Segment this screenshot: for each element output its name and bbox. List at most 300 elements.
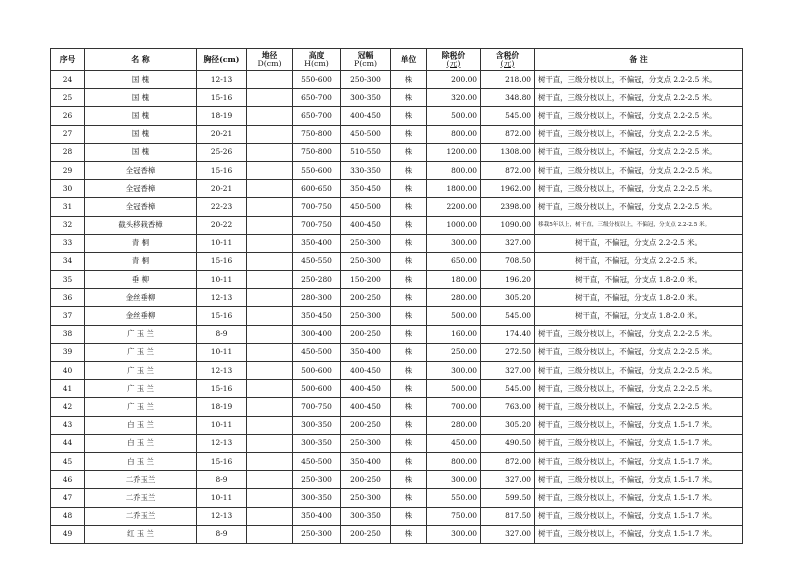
cell-price-ex: 200.00 [427,71,481,89]
cell-price-in: 174.40 [481,325,535,343]
cell-ground [247,289,293,307]
cell-unit: 株 [391,452,427,470]
cell-price-in: 490.50 [481,434,535,452]
cell-crown: 300-350 [341,89,391,107]
cell-note: 树干直，三级分枝以上，不偏冠，分支点 2.2-2.5 米。 [535,161,743,179]
cell-height: 700-750 [293,216,341,234]
cell-note: 树干直，三级分枝以上，不偏冠，分支点 1.5-1.7 米。 [535,452,743,470]
cell-crown: 350-400 [341,343,391,361]
cell-dbh: 8-9 [197,325,247,343]
cell-ground [247,307,293,325]
cell-ground [247,107,293,125]
cell-height: 650-700 [293,107,341,125]
cell-note: 树干直，三级分枝以上，不偏冠，分支点 2.2-2.5 米。 [535,143,743,161]
cell-crown: 350-400 [341,452,391,470]
cell-height: 300-350 [293,489,341,507]
table-row [51,180,743,198]
header-height [293,49,341,71]
cell-note: 树干直，三级分枝以上，不偏冠，分支点 2.2-2.5 米。 [535,343,743,361]
header-price-ex-bottom: (元) [446,58,461,68]
cell-seq: 41 [51,380,85,398]
cell-height: 500-600 [293,362,341,380]
header-dbh: 胸径(cm) [197,49,247,71]
cell-price-ex: 1000.00 [427,216,481,234]
cell-height: 300-400 [293,325,341,343]
cell-crown: 250-300 [341,71,391,89]
cell-dbh: 18-19 [197,398,247,416]
cell-note: 树干直，不偏冠，分支点 2.2-2.5 米。 [535,252,743,270]
header-price-in-top: 含税价 [495,50,520,60]
cell-note: 树干直，三级分枝以上，不偏冠，分支点 2.2-2.5 米。 [535,180,743,198]
table-row [51,143,743,161]
cell-price-ex: 300.00 [427,362,481,380]
header-crown-bottom: P(cm) [353,58,378,68]
cell-name: 全冠香樟 [85,180,197,198]
cell-ground [247,362,293,380]
cell-height: 550-600 [293,161,341,179]
cell-dbh: 12-13 [197,362,247,380]
cell-unit: 株 [391,434,427,452]
table-row [51,89,743,107]
cell-price-ex: 180.00 [427,271,481,289]
cell-price-ex: 300.00 [427,234,481,252]
cell-price-in: 348.80 [481,89,535,107]
cell-ground [247,180,293,198]
table-row [51,489,743,507]
cell-unit: 株 [391,198,427,216]
cell-crown: 400-450 [341,380,391,398]
cell-ground [247,71,293,89]
cell-crown: 300-350 [341,507,391,525]
cell-name: 国 槐 [85,71,197,89]
cell-note: 树干直，不偏冠，分支点 1.8-2.0 米。 [535,307,743,325]
cell-ground [247,161,293,179]
table-row [51,434,743,452]
cell-height: 750-800 [293,143,341,161]
cell-height: 700-750 [293,198,341,216]
cell-note: 树干直，不偏冠，分支点 1.8-2.0 米。 [535,271,743,289]
cell-crown: 250-300 [341,489,391,507]
cell-crown: 450-500 [341,198,391,216]
cell-height: 450-500 [293,452,341,470]
cell-unit: 株 [391,307,427,325]
header-unit: 单位 [391,49,427,71]
cell-dbh: 12-13 [197,71,247,89]
cell-name: 青 桐 [85,234,197,252]
cell-crown: 400-450 [341,216,391,234]
cell-note: 树干直，三级分枝以上，不偏冠，分支点 2.2-2.5 米。 [535,71,743,89]
header-row [51,49,743,71]
cell-dbh: 12-13 [197,507,247,525]
cell-seq: 33 [51,234,85,252]
table-row [51,125,743,143]
cell-name: 二乔玉兰 [85,507,197,525]
cell-price-in: 872.00 [481,452,535,470]
cell-price-in: 327.00 [481,525,535,543]
cell-price-in: 196.20 [481,271,535,289]
cell-height: 600-650 [293,180,341,198]
cell-price-ex: 650.00 [427,252,481,270]
cell-dbh: 15-16 [197,161,247,179]
cell-height: 300-350 [293,434,341,452]
cell-price-ex: 800.00 [427,125,481,143]
table-row [51,252,743,270]
cell-seq: 44 [51,434,85,452]
cell-price-in: 817.50 [481,507,535,525]
cell-dbh: 12-13 [197,289,247,307]
cell-price-ex: 1200.00 [427,143,481,161]
table-row [51,471,743,489]
cell-name: 白 玉 兰 [85,434,197,452]
cell-note: 树干直，不偏冠，分支点 2.2-2.5 米。 [535,234,743,252]
cell-unit: 株 [391,507,427,525]
cell-unit: 株 [391,343,427,361]
cell-seq: 36 [51,289,85,307]
cell-name: 广 玉 兰 [85,362,197,380]
cell-seq: 28 [51,143,85,161]
cell-seq: 29 [51,161,85,179]
cell-name: 广 玉 兰 [85,343,197,361]
cell-note: 树干直，三级分枝以上，不偏冠，分支点 2.2-2.5 米。 [535,398,743,416]
cell-note: 树干直，不偏冠，分支点 1.8-2.0 米。 [535,289,743,307]
cell-seq: 46 [51,471,85,489]
cell-crown: 400-450 [341,362,391,380]
cell-price-in: 708.50 [481,252,535,270]
cell-height: 250-280 [293,271,341,289]
table-row [51,71,743,89]
header-price-ex-tax [427,49,481,71]
cell-unit: 株 [391,289,427,307]
cell-unit: 株 [391,234,427,252]
cell-price-ex: 280.00 [427,289,481,307]
cell-name: 国 槐 [85,107,197,125]
cell-unit: 株 [391,71,427,89]
table-row [51,325,743,343]
cell-dbh: 25-26 [197,143,247,161]
cell-price-ex: 280.00 [427,416,481,434]
cell-height: 350-400 [293,507,341,525]
cell-crown: 200-250 [341,471,391,489]
cell-note: 树干直，三级分枝以上，不偏冠，分支点 1.5-1.7 米。 [535,434,743,452]
cell-unit: 株 [391,271,427,289]
header-ground-bottom: D(cm) [257,58,282,68]
cell-ground [247,398,293,416]
cell-name: 截头移栽香樟 [85,216,197,234]
cell-ground [247,252,293,270]
cell-note: 树干直，三级分枝以上，不偏冠，分支点 1.5-1.7 米。 [535,525,743,543]
cell-price-ex: 700.00 [427,398,481,416]
cell-name: 广 玉 兰 [85,325,197,343]
cell-dbh: 15-16 [197,452,247,470]
cell-crown: 330-350 [341,161,391,179]
header-name: 名 称 [85,49,197,71]
cell-note: 树干直，三级分枝以上，不偏冠，分支点 2.2-2.5 米。 [535,325,743,343]
cell-dbh: 20-21 [197,125,247,143]
cell-price-ex: 450.00 [427,434,481,452]
cell-note: 移栽5年以上，树干直，三级分枝以上，不偏冠，分支点 2.2-2.5 米。 [535,216,743,234]
cell-price-in: 1308.00 [481,143,535,161]
cell-ground [247,271,293,289]
cell-unit: 株 [391,89,427,107]
header-seq: 序号 [51,49,85,71]
cell-unit: 株 [391,143,427,161]
cell-price-in: 545.00 [481,307,535,325]
cell-ground [247,143,293,161]
cell-name: 全冠香樟 [85,198,197,216]
cell-height: 250-300 [293,471,341,489]
cell-seq: 38 [51,325,85,343]
cell-crown: 350-450 [341,180,391,198]
table-row [51,452,743,470]
cell-price-in: 305.20 [481,416,535,434]
header-crown-top: 冠幅 [357,50,374,60]
cell-price-in: 327.00 [481,471,535,489]
cell-name: 广 玉 兰 [85,398,197,416]
cell-crown: 250-300 [341,234,391,252]
cell-dbh: 15-16 [197,307,247,325]
cell-price-in: 2398.00 [481,198,535,216]
cell-ground [247,89,293,107]
cell-height: 650-700 [293,89,341,107]
cell-unit: 株 [391,325,427,343]
cell-crown: 400-450 [341,398,391,416]
cell-price-ex: 750.00 [427,507,481,525]
table-row [51,216,743,234]
cell-price-ex: 300.00 [427,471,481,489]
cell-unit: 株 [391,471,427,489]
cell-unit: 株 [391,252,427,270]
cell-height: 500-600 [293,380,341,398]
cell-note: 树干直，三级分枝以上，不偏冠，分支点 2.2-2.5 米。 [535,89,743,107]
cell-crown: 200-250 [341,416,391,434]
cell-height: 250-300 [293,525,341,543]
cell-dbh: 10-11 [197,489,247,507]
cell-ground [247,234,293,252]
cell-price-ex: 550.00 [427,489,481,507]
cell-name: 垂 柳 [85,271,197,289]
cell-unit: 株 [391,161,427,179]
cell-dbh: 10-11 [197,234,247,252]
cell-unit: 株 [391,380,427,398]
cell-ground [247,434,293,452]
cell-height: 350-450 [293,307,341,325]
cell-height: 450-500 [293,343,341,361]
table-body [51,71,743,544]
cell-ground [247,416,293,434]
cell-price-in: 327.00 [481,234,535,252]
cell-dbh: 10-11 [197,271,247,289]
table-row [51,107,743,125]
cell-crown: 250-300 [341,252,391,270]
cell-seq: 43 [51,416,85,434]
cell-note: 树干直，三级分枝以上，不偏冠，分支点 1.5-1.7 米。 [535,489,743,507]
cell-dbh: 20-22 [197,216,247,234]
header-note: 备 注 [535,49,743,71]
cell-ground [247,525,293,543]
cell-note: 树干直，三级分枝以上，不偏冠，分支点 2.2-2.5 米。 [535,380,743,398]
cell-name: 金丝垂柳 [85,289,197,307]
cell-ground [247,507,293,525]
table-row [51,398,743,416]
cell-seq: 26 [51,107,85,125]
cell-seq: 49 [51,525,85,543]
cell-note: 树干直，三级分枝以上，不偏冠，分支点 2.2-2.5 米。 [535,362,743,380]
cell-seq: 48 [51,507,85,525]
cell-seq: 39 [51,343,85,361]
cell-price-in: 872.00 [481,161,535,179]
cell-name: 白 玉 兰 [85,452,197,470]
cell-seq: 45 [51,452,85,470]
cell-dbh: 12-13 [197,434,247,452]
table-row [51,380,743,398]
cell-ground [247,452,293,470]
table-header [51,49,743,71]
header-height-bottom: H(cm) [304,58,329,68]
cell-unit: 株 [391,107,427,125]
cell-dbh: 18-19 [197,107,247,125]
cell-ground [247,343,293,361]
cell-price-ex: 800.00 [427,452,481,470]
cell-height: 450-550 [293,252,341,270]
cell-crown: 200-250 [341,289,391,307]
cell-unit: 株 [391,489,427,507]
cell-note: 树干直，三级分枝以上，不偏冠，分支点 2.2-2.5 米。 [535,125,743,143]
header-height-top: 高度 [308,50,325,60]
cell-crown: 400-450 [341,107,391,125]
cell-price-in: 872.00 [481,125,535,143]
cell-price-ex: 2200.00 [427,198,481,216]
cell-crown: 510-550 [341,143,391,161]
header-ground-top: 地径 [261,50,278,60]
cell-note: 树干直，三级分枝以上，不偏冠，分支点 1.5-1.7 米。 [535,471,743,489]
cell-seq: 35 [51,271,85,289]
cell-height: 300-350 [293,416,341,434]
cell-name: 青 桐 [85,252,197,270]
header-crown [341,49,391,71]
cell-dbh: 10-11 [197,416,247,434]
cell-name: 二乔玉兰 [85,471,197,489]
cell-price-in: 272.50 [481,343,535,361]
cell-name: 广 玉 兰 [85,380,197,398]
cell-dbh: 8-9 [197,471,247,489]
cell-seq: 27 [51,125,85,143]
cell-dbh: 15-16 [197,380,247,398]
table-row [51,416,743,434]
cell-price-ex: 250.00 [427,343,481,361]
cell-price-ex: 500.00 [427,107,481,125]
cell-seq: 40 [51,362,85,380]
cell-height: 280-300 [293,289,341,307]
cell-ground [247,198,293,216]
cell-crown: 250-300 [341,307,391,325]
cell-price-ex: 800.00 [427,161,481,179]
cell-seq: 31 [51,198,85,216]
cell-price-ex: 160.00 [427,325,481,343]
cell-dbh: 15-16 [197,89,247,107]
cell-ground [247,216,293,234]
cell-seq: 25 [51,89,85,107]
cell-unit: 株 [391,362,427,380]
cell-price-ex: 500.00 [427,380,481,398]
cell-price-in: 218.00 [481,71,535,89]
cell-seq: 30 [51,180,85,198]
cell-name: 二乔玉兰 [85,489,197,507]
cell-name: 金丝垂柳 [85,307,197,325]
cell-seq: 42 [51,398,85,416]
table-row [51,271,743,289]
cell-seq: 34 [51,252,85,270]
header-ground-diameter [247,49,293,71]
cell-price-in: 545.00 [481,107,535,125]
cell-price-in: 545.00 [481,380,535,398]
cell-unit: 株 [391,416,427,434]
cell-crown: 150-200 [341,271,391,289]
table-row [51,234,743,252]
table-row [51,525,743,543]
cell-crown: 200-250 [341,525,391,543]
cell-note: 树干直，三级分枝以上，不偏冠，分支点 2.2-2.5 米。 [535,107,743,125]
cell-price-in: 1962.00 [481,180,535,198]
cell-unit: 株 [391,525,427,543]
cell-price-in: 763.00 [481,398,535,416]
cell-note: 树干直，三级分枝以上，不偏冠，分支点 2.2-2.5 米。 [535,198,743,216]
cell-seq: 24 [51,71,85,89]
cell-unit: 株 [391,398,427,416]
cell-price-ex: 500.00 [427,307,481,325]
price-table [50,48,743,544]
cell-seq: 32 [51,216,85,234]
cell-ground [247,380,293,398]
cell-dbh: 15-16 [197,252,247,270]
table-row [51,343,743,361]
cell-height: 750-800 [293,125,341,143]
cell-price-in: 327.00 [481,362,535,380]
header-price-in-bottom: (元) [500,58,515,68]
cell-name: 白 玉 兰 [85,416,197,434]
cell-name: 全冠香樟 [85,161,197,179]
cell-price-in: 1090.00 [481,216,535,234]
cell-price-in: 305.20 [481,289,535,307]
cell-name: 国 槐 [85,89,197,107]
cell-crown: 250-300 [341,434,391,452]
cell-seq: 47 [51,489,85,507]
cell-price-ex: 300.00 [427,525,481,543]
cell-crown: 450-500 [341,125,391,143]
cell-seq: 37 [51,307,85,325]
table-row [51,289,743,307]
cell-dbh: 20-21 [197,180,247,198]
cell-unit: 株 [391,180,427,198]
cell-ground [247,489,293,507]
table-row [51,198,743,216]
table-row [51,362,743,380]
cell-name: 国 槐 [85,143,197,161]
cell-name: 红 玉 兰 [85,525,197,543]
cell-height: 350-400 [293,234,341,252]
header-price-ex-top: 除税价 [441,50,466,60]
cell-crown: 200-250 [341,325,391,343]
table-row [51,507,743,525]
cell-ground [247,125,293,143]
cell-note: 树干直，三级分枝以上，不偏冠，分支点 1.5-1.7 米。 [535,507,743,525]
header-price-in-tax [481,49,535,71]
cell-price-ex: 1800.00 [427,180,481,198]
cell-name: 国 槐 [85,125,197,143]
cell-unit: 株 [391,216,427,234]
cell-price-ex: 320.00 [427,89,481,107]
cell-ground [247,471,293,489]
cell-height: 700-750 [293,398,341,416]
